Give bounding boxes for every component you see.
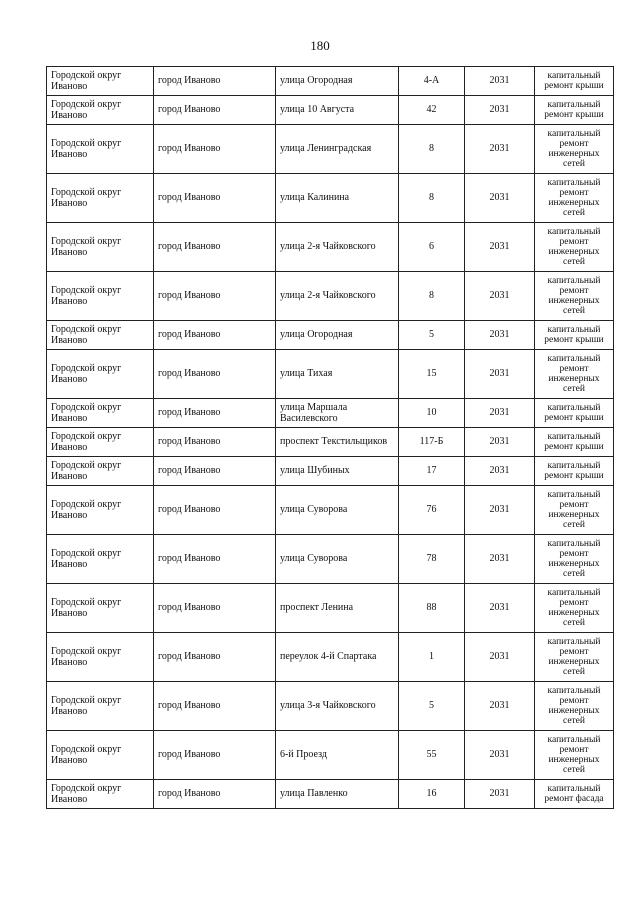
work-type-cell: капитальный ремонт крыши (535, 96, 614, 125)
house-number-cell: 6 (399, 223, 465, 272)
district-cell: Городской округ Иваново (47, 399, 154, 428)
district-cell: Городской округ Иваново (47, 67, 154, 96)
city-cell: город Иваново (154, 682, 276, 731)
district-cell: Городской округ Иваново (47, 174, 154, 223)
street-cell: улица Огородная (276, 67, 399, 96)
table-row (47, 780, 614, 809)
city-cell: город Иваново (154, 125, 276, 174)
street-cell: улица 3-я Чайковского (276, 682, 399, 731)
house-number-cell: 5 (399, 682, 465, 731)
table-row (47, 486, 614, 535)
city-cell: город Иваново (154, 399, 276, 428)
work-type-cell: капитальный ремонт инженерных сетей (535, 633, 614, 682)
table-row (47, 731, 614, 780)
district-cell: Городской округ Иваново (47, 584, 154, 633)
city-cell: город Иваново (154, 633, 276, 682)
house-number-cell: 55 (399, 731, 465, 780)
city-cell: город Иваново (154, 321, 276, 350)
city-cell: город Иваново (154, 731, 276, 780)
street-cell: улица Ленинградская (276, 125, 399, 174)
work-type-cell: капитальный ремонт инженерных сетей (535, 174, 614, 223)
district-cell: Городской округ Иваново (47, 272, 154, 321)
district-cell: Городской округ Иваново (47, 633, 154, 682)
work-type-cell: капитальный ремонт крыши (535, 428, 614, 457)
year-cell: 2031 (465, 428, 535, 457)
year-cell: 2031 (465, 780, 535, 809)
work-type-cell: капитальный ремонт инженерных сетей (535, 584, 614, 633)
district-cell: Городской округ Иваново (47, 125, 154, 174)
city-cell: город Иваново (154, 780, 276, 809)
year-cell: 2031 (465, 682, 535, 731)
house-number-cell: 4-А (399, 67, 465, 96)
year-cell: 2031 (465, 399, 535, 428)
table-row (47, 399, 614, 428)
city-cell: город Иваново (154, 535, 276, 584)
table-row (47, 350, 614, 399)
page-number: 180 (310, 38, 330, 53)
table-row (47, 223, 614, 272)
district-cell: Городской округ Иваново (47, 731, 154, 780)
year-cell: 2031 (465, 174, 535, 223)
table-row (47, 457, 614, 486)
year-cell: 2031 (465, 457, 535, 486)
house-number-cell: 8 (399, 272, 465, 321)
work-type-cell: капитальный ремонт инженерных сетей (535, 272, 614, 321)
city-cell: город Иваново (154, 350, 276, 399)
city-cell: город Иваново (154, 486, 276, 535)
house-number-cell: 1 (399, 633, 465, 682)
house-number-cell: 42 (399, 96, 465, 125)
street-cell: улица Суворова (276, 535, 399, 584)
district-cell: Городской округ Иваново (47, 535, 154, 584)
work-type-cell: капитальный ремонт инженерных сетей (535, 682, 614, 731)
street-cell: улица 2-я Чайковского (276, 223, 399, 272)
city-cell: город Иваново (154, 67, 276, 96)
house-number-cell: 8 (399, 174, 465, 223)
district-cell: Городской округ Иваново (47, 321, 154, 350)
house-number-cell: 76 (399, 486, 465, 535)
house-number-cell: 15 (399, 350, 465, 399)
house-number-cell: 88 (399, 584, 465, 633)
year-cell: 2031 (465, 350, 535, 399)
house-number-cell: 117-Б (399, 428, 465, 457)
work-type-cell: капитальный ремонт крыши (535, 457, 614, 486)
table-row (47, 633, 614, 682)
street-cell: улица 2-я Чайковского (276, 272, 399, 321)
work-type-cell: капитальный ремонт крыши (535, 67, 614, 96)
street-cell: проспект Текстильщиков (276, 428, 399, 457)
city-cell: город Иваново (154, 223, 276, 272)
street-cell: улица Суворова (276, 486, 399, 535)
street-cell: проспект Ленина (276, 584, 399, 633)
year-cell: 2031 (465, 96, 535, 125)
street-cell: улица 10 Августа (276, 96, 399, 125)
street-cell: улица Маршала Василевского (276, 399, 399, 428)
house-number-cell: 10 (399, 399, 465, 428)
work-type-cell: капитальный ремонт инженерных сетей (535, 486, 614, 535)
city-cell: город Иваново (154, 584, 276, 633)
table-row (47, 584, 614, 633)
year-cell: 2031 (465, 535, 535, 584)
year-cell: 2031 (465, 272, 535, 321)
house-number-cell: 78 (399, 535, 465, 584)
street-cell: улица Павленко (276, 780, 399, 809)
work-type-cell: капитальный ремонт инженерных сетей (535, 535, 614, 584)
year-cell: 2031 (465, 223, 535, 272)
work-type-cell: капитальный ремонт инженерных сетей (535, 731, 614, 780)
table-body (47, 67, 614, 809)
year-cell: 2031 (465, 731, 535, 780)
year-cell: 2031 (465, 584, 535, 633)
district-cell: Городской округ Иваново (47, 96, 154, 125)
district-cell: Городской округ Иваново (47, 682, 154, 731)
work-type-cell: капитальный ремонт крыши (535, 399, 614, 428)
year-cell: 2031 (465, 321, 535, 350)
district-cell: Городской округ Иваново (47, 428, 154, 457)
table-row (47, 174, 614, 223)
table-row (47, 96, 614, 125)
district-cell: Городской округ Иваново (47, 457, 154, 486)
table-row (47, 125, 614, 174)
district-cell: Городской округ Иваново (47, 486, 154, 535)
district-cell: Городской округ Иваново (47, 780, 154, 809)
work-type-cell: капитальный ремонт инженерных сетей (535, 223, 614, 272)
street-cell: улица Огородная (276, 321, 399, 350)
house-number-cell: 17 (399, 457, 465, 486)
year-cell: 2031 (465, 67, 535, 96)
street-cell: улица Калинина (276, 174, 399, 223)
district-cell: Городской округ Иваново (47, 350, 154, 399)
repair-schedule-table (46, 66, 614, 809)
year-cell: 2031 (465, 633, 535, 682)
table-row (47, 321, 614, 350)
city-cell: город Иваново (154, 428, 276, 457)
street-cell: переулок 4-й Спартака (276, 633, 399, 682)
district-cell: Городской округ Иваново (47, 223, 154, 272)
table-row (47, 535, 614, 584)
house-number-cell: 8 (399, 125, 465, 174)
table-row (47, 428, 614, 457)
table-row (47, 67, 614, 96)
table-row (47, 682, 614, 731)
street-cell: улица Шубиных (276, 457, 399, 486)
work-type-cell: капитальный ремонт крыши (535, 321, 614, 350)
house-number-cell: 16 (399, 780, 465, 809)
city-cell: город Иваново (154, 96, 276, 125)
street-cell: 6-й Проезд (276, 731, 399, 780)
city-cell: город Иваново (154, 174, 276, 223)
street-cell: улица Тихая (276, 350, 399, 399)
city-cell: город Иваново (154, 457, 276, 486)
table-row (47, 272, 614, 321)
house-number-cell: 5 (399, 321, 465, 350)
work-type-cell: капитальный ремонт инженерных сетей (535, 125, 614, 174)
work-type-cell: капитальный ремонт фасада (535, 780, 614, 809)
work-type-cell: капитальный ремонт инженерных сетей (535, 350, 614, 399)
year-cell: 2031 (465, 486, 535, 535)
city-cell: город Иваново (154, 272, 276, 321)
year-cell: 2031 (465, 125, 535, 174)
